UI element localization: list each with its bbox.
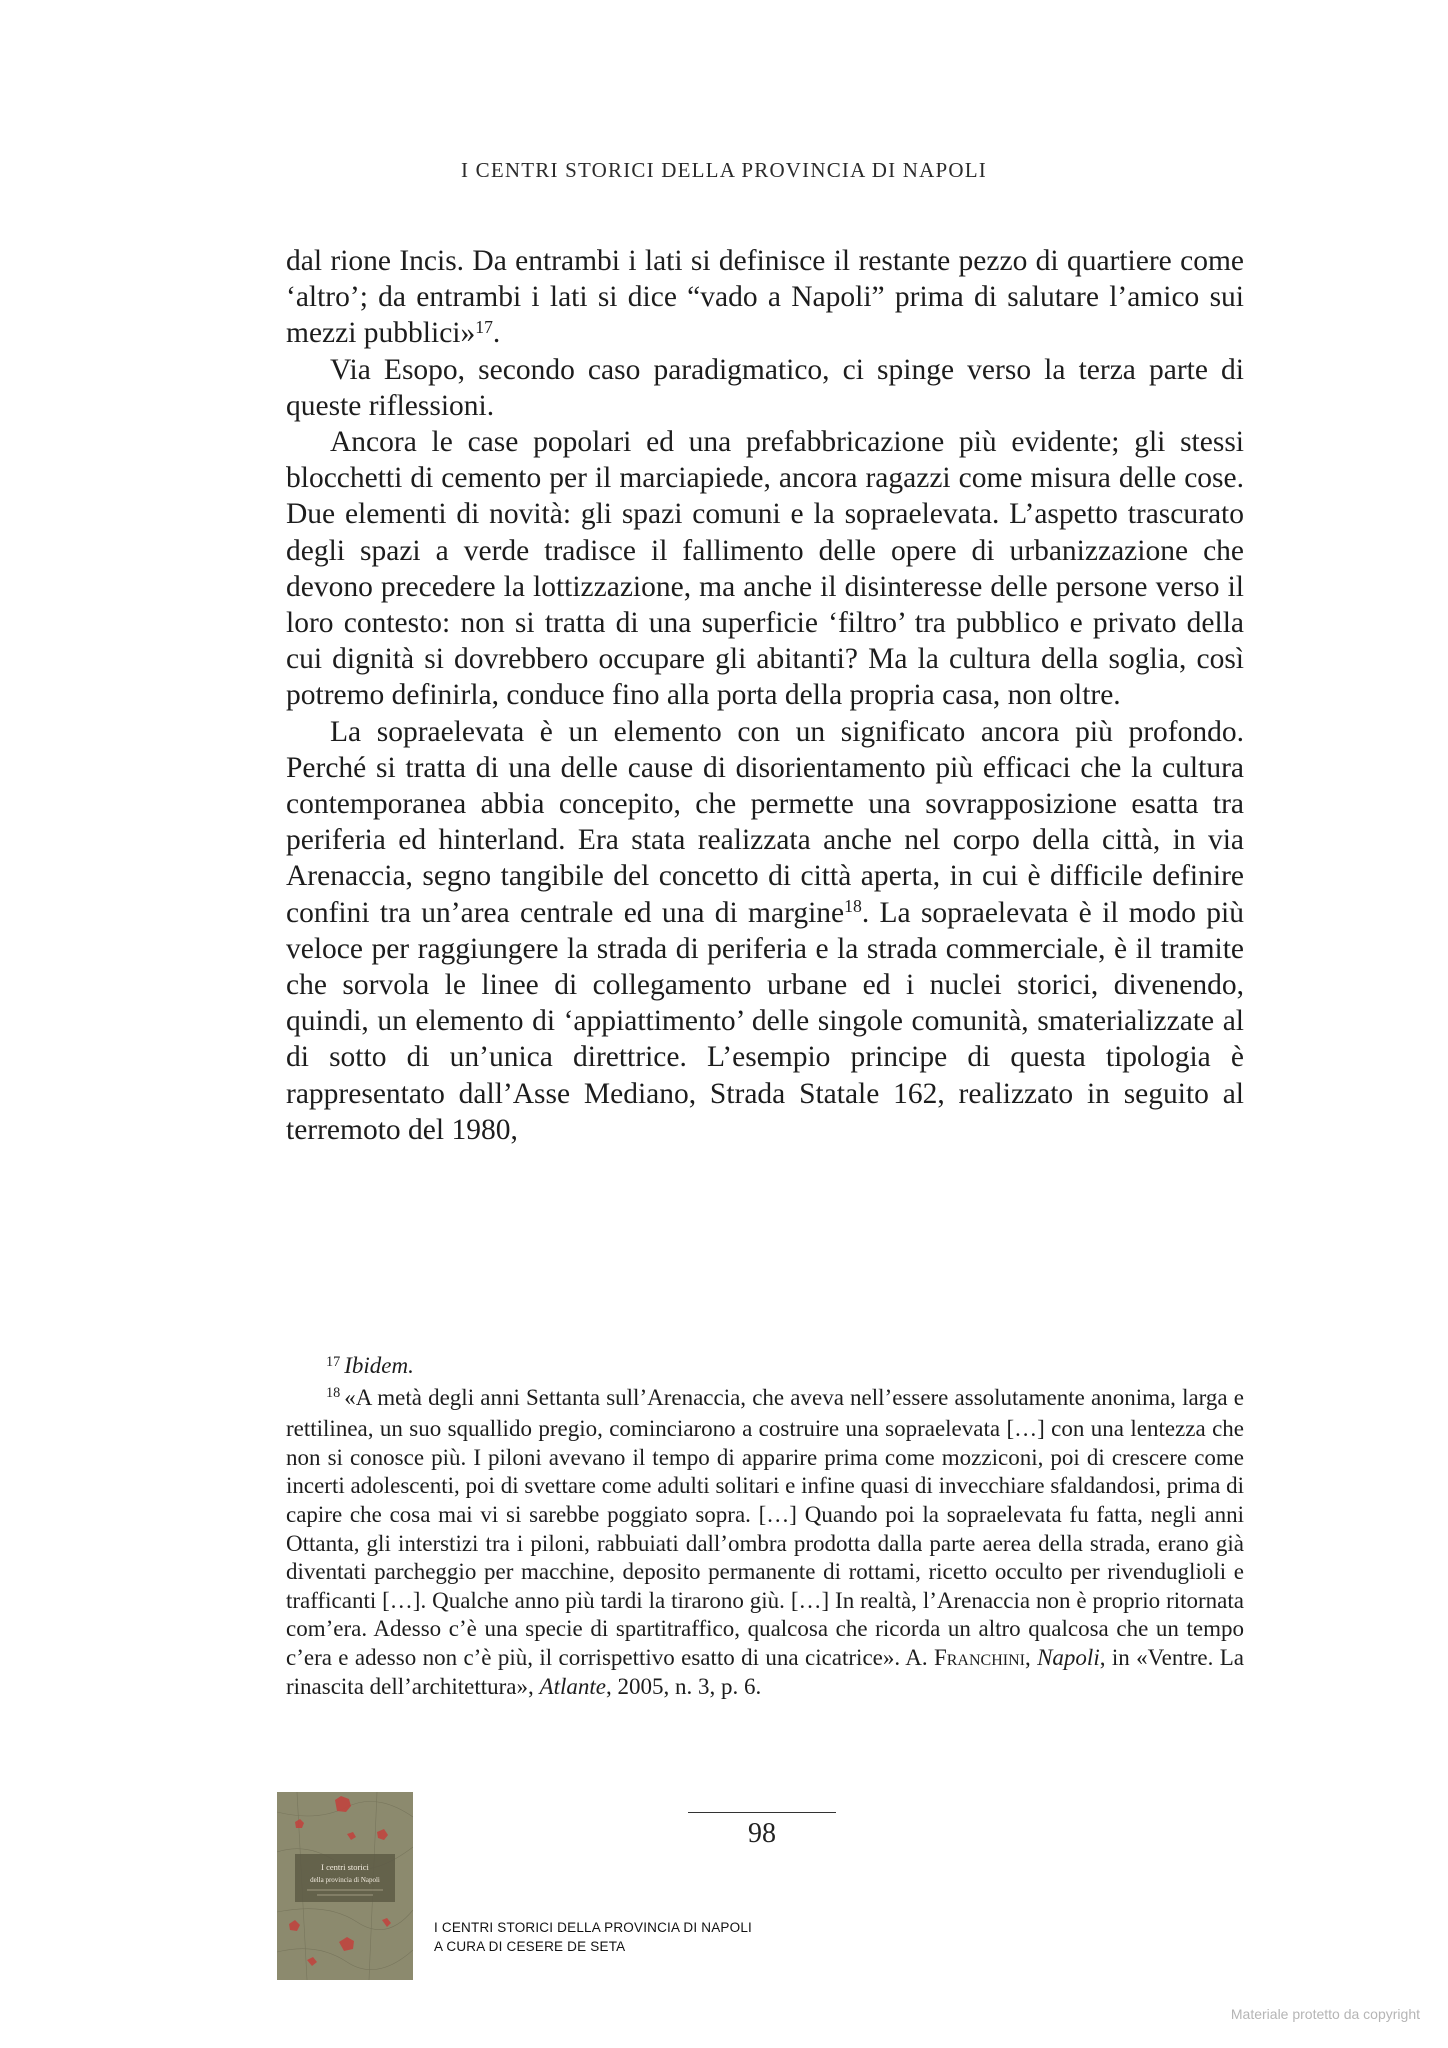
book-credit-title: I CENTRI STORICI DELLA PROVINCIA DI NAPOLI — [434, 1920, 752, 1935]
footnote-18 — [286, 1384, 1244, 1702]
main-text — [286, 243, 1244, 1148]
book-credit-editor: A CURA DI CESERE DE SETA — [434, 1939, 626, 1954]
paragraph-4-text-a: La sopraelevata è un elemento con un significato ancora più profondo. Perché si tratta di una delle cause di disorientamento più efficaci che la cultura contemporanea abbia concepito, che permette una sovrapposizione esatta tra periferia ed hinterland. Era stata realizzata anche nel corpo della città, in via Arenaccia, segno tangibile del concetto di città aperta, in cui è difficile definire confini tra un’area centrale ed una di margine — [286, 715, 1244, 929]
paragraph-4-text-b: . La sopraelevata è il modo più veloce per raggiungere la strada di periferia e la strada commerciale, è il tramite che sorvola le linee di collegamento urbane ed i nuclei storici, divenendo, quindi, un elemento di ‘appiattimento’ delle singole comunità, smaterializzate al di sotto di un’unica direttrice. L’esempio principe di questa tipologia è rappresentato dall’Asse Mediano, Strada Statale 162, realizzato in seguito al terremoto del 1980, — [286, 896, 1244, 1146]
copyright-watermark: Materiale protetto da copyright — [1230, 2006, 1420, 2022]
book-credit — [434, 1918, 752, 1956]
book-cover-title-1: I centri storici — [321, 1862, 369, 1872]
paragraph-2: Via Esopo, secondo caso paradigmatico, ci spinge verso la terza parte di queste riflessioni. — [286, 353, 1244, 422]
page-number: 98 — [748, 1818, 776, 1849]
footnotes — [286, 1352, 1244, 1701]
paragraph-4 — [286, 714, 1244, 1148]
footnote-ref-18[interactable]: 18 — [844, 895, 862, 916]
footnote-18-journal: Atlante — [539, 1673, 606, 1699]
footnote-18-text: «A metà degli anni Settanta sull’Arenaccia, che aveva nell’essere assolutamente anonima, larga e rettilinea, un suo squallido pregio, cominciarono a costruire una sopraelevata […] con una lentezza che non si conosce più. I piloni avevano il tempo di apparire prima come mozziconi, poi di crescere come incerti adolescenti, poi di svettare come adulti solitari e infine quasi di invecchiare sfaldandosi, prima di capire che cosa mai vi si sarebbe poggiato sopra. […] Quando poi la sopraelevata fu fatta, negli anni Ottanta, gli interstizi tra i piloni, rabbuiati dall’ombra prodotta dalla parte aerea della strada, erano già diventati parcheggio per macchine, deposito permanente di rottami, ricetto occulto per rivenduglioli e trafficanti […]. Qualche anno più tardi la tirarono giù. […] In realtà, l’Arenaccia non è proprio ritornata com’era. Adesso c’è una specie di spartitraffico, qualcosa che ricorda un altro qualcosa che un tempo c’era e adesso non c’è più, il corrispettivo esatto di una cicatrice». A. — [286, 1384, 1244, 1670]
paragraph-1 — [286, 243, 1244, 352]
footnote-18-title: Napoli — [1037, 1644, 1100, 1670]
footnote-18-sep: , — [1024, 1644, 1038, 1670]
footnote-ref-17[interactable]: 17 — [475, 316, 493, 337]
footnote-17-number: 17 — [326, 1353, 341, 1370]
footnote-18-mid: , in «Ventre. La rinascita dell’architettura», — [286, 1644, 1244, 1699]
paragraph-3: Ancora le case popolari ed una prefabbricazione più evidente; gli stessi blocchetti di cemento per il marciapiede, ancora ragazzi come misura delle cose. Due elementi di novità: gli spazi comuni e la sopraelevata. L’aspetto trascurato degli spazi a verde tradisce il fallimento delle opere di urbanizzazione che devono precedere la lottizzazione, ma anche il disinteresse delle persone verso il loro contesto: non si tratta di una superficie ‘filtro’ tra pubblico e privato della cui dignità si dovrebbero occupare gli abitanti? Ma la cultura della soglia, così potremo definirla, conduce fino alla porta della propria casa, non oltre. — [286, 426, 1244, 712]
paragraph-1-text: dal rione Incis. Da entrambi i lati si definisce il restante pezzo di quartiere come ‘altro’; da entrambi i lati si dice “vado a Napoli” prima di salutare l’amico sui mezzi pubblici» — [286, 245, 1244, 350]
footnote-17 — [286, 1352, 1244, 1384]
book-cover-map-image — [277, 1792, 413, 1980]
footnote-18-end: , 2005, n. 3, p. 6. — [605, 1673, 762, 1699]
paragraph-1-end: . — [492, 317, 501, 350]
book-cover-thumbnail[interactable] — [277, 1792, 413, 1980]
footnote-17-text: Ibidem. — [344, 1353, 414, 1378]
page-number-rule — [688, 1812, 836, 1813]
book-cover-title-2: della provincia di Napoli — [310, 1876, 380, 1884]
footnote-18-author: Franchini — [933, 1644, 1025, 1670]
footnote-18-number: 18 — [326, 1385, 341, 1402]
running-head: I CENTRI STORICI DELLA PROVINCIA DI NAPOLI — [460, 158, 987, 182]
